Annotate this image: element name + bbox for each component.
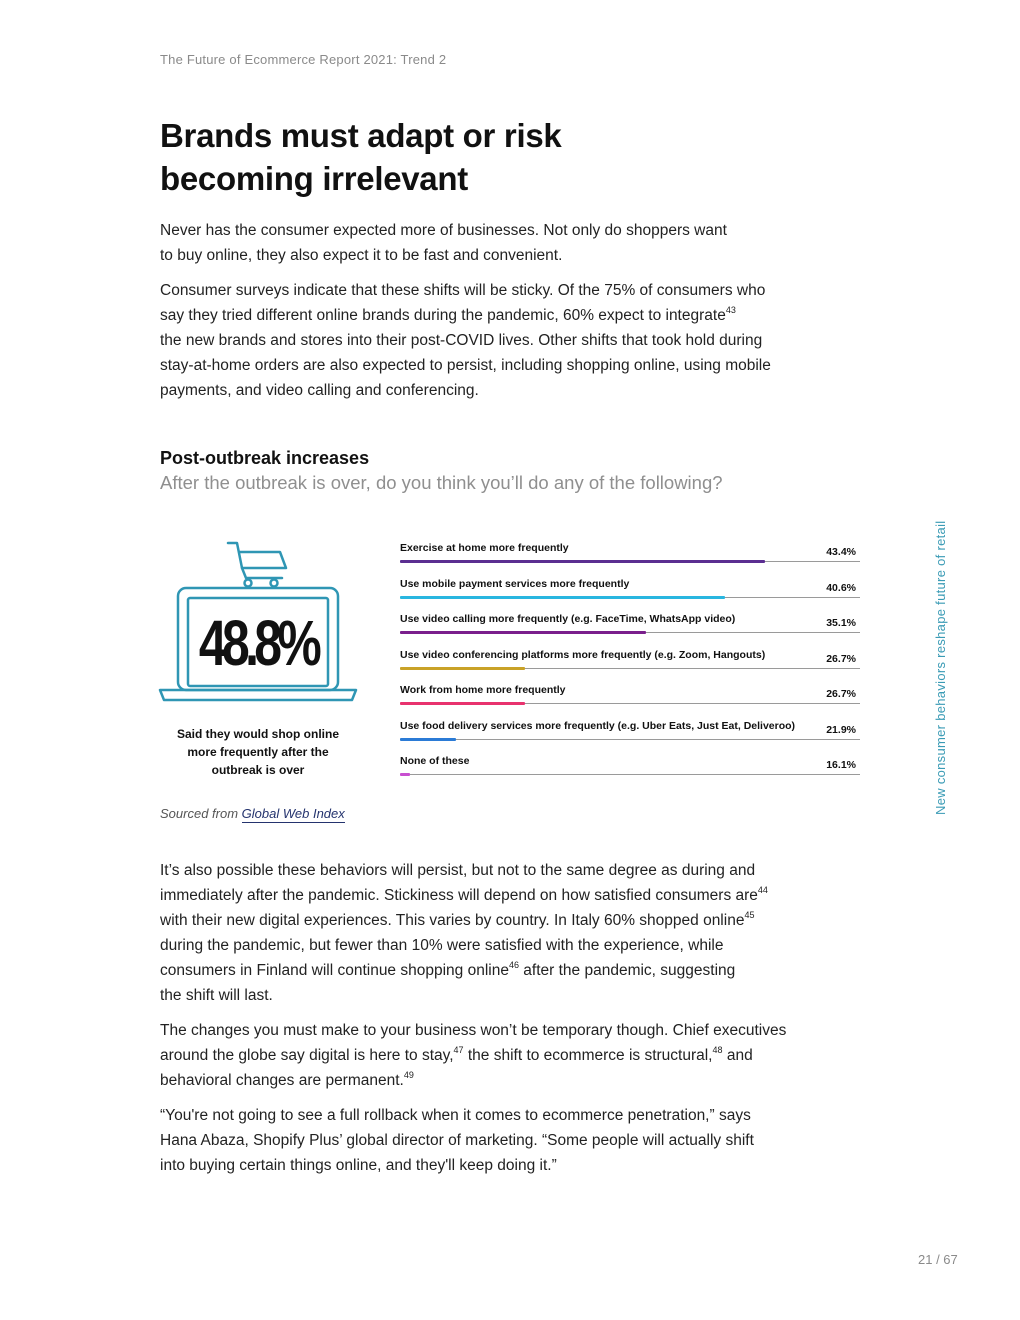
- bar-value-label: 43.4%: [826, 546, 856, 558]
- footnote-ref-46[interactable]: 46: [508, 960, 519, 970]
- chart-row: [400, 718, 860, 754]
- footnote-ref-43[interactable]: 43: [725, 305, 736, 315]
- chart-row: [400, 540, 860, 576]
- body-paragraph-5: “You're not going to see a full rollback when it comes to ecommerce penetration,” says Hana Abaza, Shopify Plus’ global director of marketing. “Some people will actually shift into buying certain things online, and they'll keep doing it.”: [160, 1107, 754, 1174]
- bar-label: Use mobile payment services more frequently: [400, 577, 630, 590]
- bar-value-label: 26.7%: [826, 688, 856, 700]
- bar-value-label: 16.1%: [826, 759, 856, 771]
- intro-paragraph-2: Consumer surveys indicate that these shifts will be sticky. Of the 75% of consumers who say they tried different online brands during the pandemic, 60% expect to integrate$^{43}$ the new brands and stores into their post-COVID lives. Other shifts that took hold during stay-at-home orders are also expected to persist, including shopping online, using mobile payments, and video calling and conferencing.: [160, 282, 771, 399]
- bar-value-label: 21.9%: [826, 723, 856, 736]
- body-paragraph-3: It’s also possible these behaviors will persist, but not to the same degree as during and immediately after the pandemic. Stickiness will depend on how satisfied consumers are$^{44}$ with their new digital experiences. This varies by country. In Italy 60% shopped online$^{45}$ during the pandemic, but fewer than 10% were satisfied with the experience, while consumers in Finland will continue shopping online$^{46}$ after the pandemic, suggesting the shift will last.: [160, 862, 768, 1004]
- bar: [400, 631, 646, 634]
- bar-label: Use video calling more frequently (e.g. FaceTime, WhatsApp video): [400, 613, 736, 625]
- chart-row: [400, 611, 860, 647]
- footnote-ref-47[interactable]: 47: [453, 1045, 464, 1055]
- bar: [400, 702, 525, 705]
- source-note: Sourced from Global Web Index: [160, 806, 345, 821]
- bar-track: [400, 774, 860, 775]
- bar-track: [400, 739, 860, 740]
- footnote-ref-45[interactable]: 45: [744, 910, 755, 920]
- chart-row: [400, 576, 860, 612]
- bar: [400, 773, 410, 776]
- body-paragraph-4: The changes you must make to your business won’t be temporary though. Chief executives around the globe say digital is here to stay,$^{47}$ the shift to ecommerce is structural,$^{48}$ and behavioral changes are permanent.$^{49}$: [160, 1022, 787, 1089]
- laptop-cart-infographic: [158, 538, 358, 708]
- bar: [400, 667, 525, 670]
- chart-row: [400, 682, 860, 718]
- page-title-line-1: Brands must adapt or risk: [160, 117, 562, 154]
- page-title: [160, 114, 720, 200]
- stat-caption: Said they would shop online more frequently after the outbreak is over: [176, 727, 339, 777]
- page-title-line-2: becoming irrelevant: [160, 160, 468, 197]
- section-side-label[interactable]: New consumer behaviors reshape future of retail: [933, 520, 948, 815]
- bar-label: Work from home more frequently: [400, 684, 566, 696]
- footnote-ref-44[interactable]: 44: [757, 885, 768, 895]
- bar-label: Use food delivery services more frequently (e.g. Uber Eats, Just Eat, Deliveroo): [400, 719, 796, 732]
- bar-label: Exercise at home more frequently: [400, 542, 569, 554]
- intro-paragraph-1: Never has the consumer expected more of businesses. Not only do shoppers want to buy online, they also expect it to be fast and convenient.: [160, 222, 727, 264]
- chart-row: [400, 647, 860, 683]
- bar: [400, 560, 765, 563]
- bar-value-label: 40.6%: [826, 581, 856, 594]
- page-number: 21 / 67: [918, 1252, 958, 1267]
- bar: [400, 596, 725, 599]
- big-stat-value: 48.8%: [198, 607, 318, 679]
- bar-label: None of these: [400, 755, 470, 767]
- footnote-ref-49[interactable]: 49: [403, 1070, 414, 1080]
- global-web-index-link[interactable]: Global Web Index: [241, 806, 345, 821]
- bar-label: Use video conferencing platforms more frequently (e.g. Zoom, Hangouts): [400, 648, 766, 661]
- bar-value-label: 35.1%: [826, 617, 856, 629]
- running-header: The Future of Ecommerce Report 2021: Trend 2: [160, 52, 447, 67]
- section-title: Post-outbreak increases: [160, 448, 370, 468]
- chart-row: [400, 753, 860, 789]
- section-subtitle: After the outbreak is over, do you think you’ll do any of the following?: [160, 472, 723, 493]
- post-outbreak-bar-chart: [400, 540, 860, 780]
- bar-value-label: 26.7%: [826, 652, 856, 665]
- bar: [400, 738, 456, 741]
- footnote-ref-48[interactable]: 48: [712, 1045, 723, 1055]
